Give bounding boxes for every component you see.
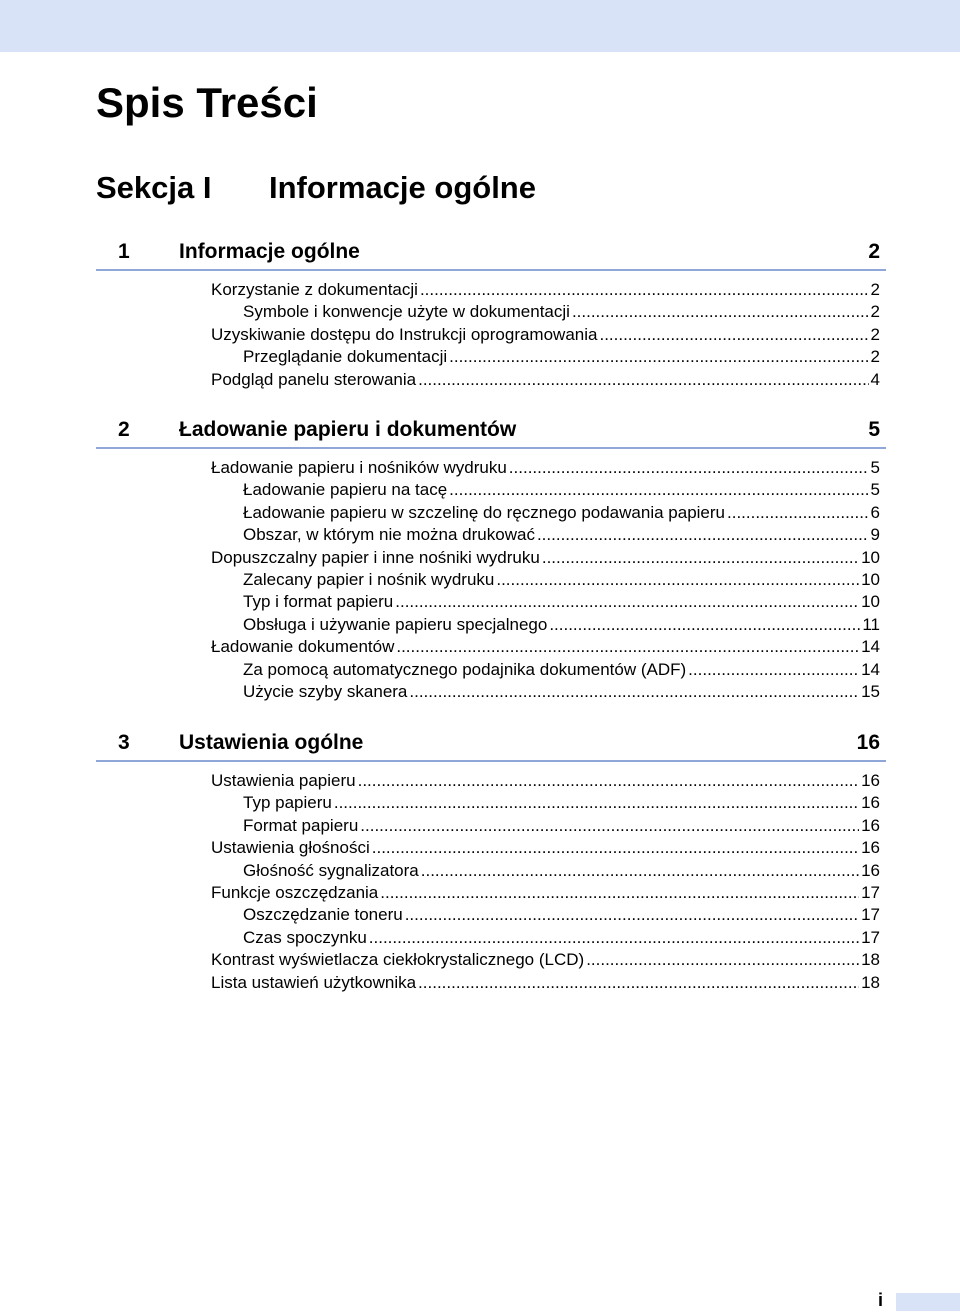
toc-entry-text: Korzystanie z dokumentacji (211, 280, 418, 299)
chapter-page: 5 (868, 418, 880, 441)
section-title: Informacje ogólne (269, 170, 536, 205)
dot-leader (688, 659, 859, 681)
toc-entries (96, 279, 886, 391)
chapter-number: 3 (118, 731, 130, 754)
chapter-page: 2 (868, 240, 880, 263)
chapter-title: Ładowanie papieru i dokumentów (179, 418, 517, 441)
dot-leader (496, 569, 859, 591)
chapter-heading[interactable] (96, 413, 886, 449)
toc-entry-text: Obsługa i używanie papieru specjalnego (243, 614, 548, 634)
toc-entry-text: Format papieru (243, 815, 359, 835)
toc-entry-page: 14 (861, 637, 880, 657)
toc-entry-page: 5 (870, 480, 880, 500)
toc-entry-text: Kontrast wyświetlacza ciekłokrystalicznego (LCD) (211, 950, 585, 970)
dot-leader (599, 324, 868, 346)
toc-entry-text: Ładowanie dokumentów (211, 637, 395, 657)
toc-entry-page: 4 (870, 369, 880, 389)
toc-entry[interactable] (211, 279, 880, 301)
toc-entry[interactable] (243, 614, 880, 636)
toc-entry-text: Symbole i konwencje użyte w dokumentacji (243, 302, 570, 322)
toc-entry[interactable] (243, 591, 880, 613)
dot-leader (727, 502, 869, 524)
toc-entry[interactable] (243, 815, 880, 837)
toc-entry[interactable] (211, 369, 880, 391)
page-number: i (878, 1290, 884, 1310)
toc-entry-page: 18 (861, 950, 880, 970)
toc-entry-page: 17 (861, 905, 880, 925)
chapter-page: 16 (856, 731, 880, 754)
toc-entry-text: Zalecany papier i nośnik wydruku (243, 569, 495, 589)
toc-entry-page: 14 (861, 659, 880, 679)
toc-entry-page: 2 (870, 347, 880, 367)
toc-entry-page: 2 (870, 324, 880, 344)
dot-leader (421, 860, 859, 882)
chapter-number: 2 (118, 418, 130, 441)
dot-leader (572, 301, 869, 323)
toc-entry-text: Użycie szyby skanera (243, 681, 408, 701)
toc-entry-text: Za pomocą automatycznego podajnika dokumentów (ADF) (243, 659, 687, 679)
toc-entry-page: 17 (861, 927, 880, 947)
toc-entry[interactable] (243, 346, 880, 368)
toc-entry-text: Głośność sygnalizatora (243, 860, 419, 880)
toc-entry-page: 10 (861, 592, 880, 612)
toc-entry-page: 6 (870, 502, 880, 522)
page-title: Spis Treści (96, 79, 318, 126)
toc-entry-text: Ustawienia głośności (211, 838, 370, 858)
toc-entry-page: 16 (861, 793, 880, 813)
toc-entry-text: Dopuszczalny papier i inne nośniki wydruku (211, 547, 540, 567)
chapter-heading[interactable] (96, 235, 886, 271)
toc-entry[interactable] (243, 301, 880, 323)
toc-entry-text: Ładowanie papieru i nośników wydruku (211, 458, 507, 477)
dot-leader (409, 681, 859, 703)
toc-entry-text: Typ i format papieru (243, 592, 394, 612)
toc-entries (96, 770, 886, 994)
chapter-heading[interactable] (96, 726, 886, 762)
toc-entry[interactable] (211, 547, 880, 569)
dot-leader (369, 927, 859, 949)
toc-entry-page: 2 (870, 302, 880, 322)
section-label: Sekcja I (96, 170, 212, 205)
toc-entry-text: Podgląd panelu sterowania (211, 369, 417, 389)
toc-entry-page: 5 (870, 458, 880, 477)
toc-entry-text: Ładowanie papieru na tacę (243, 480, 448, 500)
toc-entry-text: Przeglądanie dokumentacji (243, 347, 448, 367)
toc-entry-text: Ustawienia papieru (211, 771, 356, 790)
toc-entry-page: 16 (861, 838, 880, 858)
toc-entry-page: 9 (870, 525, 880, 545)
toc-entry-text: Typ papieru (243, 793, 332, 813)
dot-leader (405, 904, 859, 926)
toc-entry[interactable] (211, 457, 880, 479)
toc-entry[interactable] (211, 972, 880, 994)
toc-entry[interactable] (243, 904, 880, 926)
toc-chapter-1 (96, 235, 886, 391)
toc-entry[interactable] (211, 837, 880, 859)
toc-chapter-3 (96, 726, 886, 994)
dot-leader (334, 792, 859, 814)
dot-leader (380, 882, 859, 904)
dot-leader (509, 457, 869, 479)
footer-band (896, 1293, 960, 1311)
toc-entry-text: Ładowanie papieru w szczelinę do ręcznego podawania papieru (243, 502, 725, 522)
header-band (0, 0, 960, 52)
dot-leader (396, 636, 859, 658)
toc-entry[interactable] (211, 882, 880, 904)
toc-entry-page: 16 (861, 771, 880, 790)
toc-entry[interactable] (243, 479, 880, 501)
dot-leader (542, 547, 859, 569)
toc-entry-text: Oszczędzanie toneru (243, 905, 403, 925)
dot-leader (418, 972, 859, 994)
toc-entry-page: 18 (861, 972, 880, 992)
dot-leader (549, 614, 860, 636)
toc-entry[interactable] (211, 949, 880, 971)
toc-entry-page: 11 (862, 614, 880, 634)
toc-entry[interactable] (243, 927, 880, 949)
dot-leader (418, 369, 868, 391)
toc-entry-text: Lista ustawień użytkownika (211, 972, 417, 992)
dot-leader (449, 479, 868, 501)
dot-leader (449, 346, 868, 368)
toc-entry-page: 10 (861, 547, 880, 567)
toc-chapter-2 (96, 413, 886, 703)
toc-entry[interactable] (243, 860, 880, 882)
toc-entry-text: Funkcje oszczędzania (211, 882, 379, 902)
toc-entry[interactable] (243, 524, 880, 546)
toc-entry-page: 2 (870, 280, 880, 299)
dot-leader (372, 837, 859, 859)
toc-entries (96, 457, 886, 703)
toc-entry-text: Uzyskiwanie dostępu do Instrukcji oprogramowania (211, 324, 598, 344)
chapter-number: 1 (118, 240, 130, 263)
toc-entry[interactable] (243, 569, 880, 591)
toc-entry-page: 10 (861, 569, 880, 589)
toc-entry[interactable] (211, 636, 880, 658)
toc-entry[interactable] (243, 659, 880, 681)
toc-entry-page: 16 (861, 815, 880, 835)
toc-entry-text: Obszar, w którym nie można drukować (243, 525, 535, 545)
dot-leader (586, 949, 859, 971)
dot-leader (360, 815, 859, 837)
dot-leader (395, 591, 859, 613)
toc-entry[interactable] (243, 502, 880, 524)
section-header (96, 168, 536, 208)
dot-leader (420, 279, 869, 301)
toc-entry[interactable] (211, 770, 880, 792)
toc-entry-text: Czas spoczynku (243, 927, 367, 947)
toc-entry[interactable] (243, 681, 880, 703)
chapter-title: Ustawienia ogólne (179, 731, 364, 754)
dot-leader (358, 770, 859, 792)
toc-entry[interactable] (243, 792, 880, 814)
toc-entry-page: 17 (861, 882, 880, 902)
dot-leader (537, 524, 869, 546)
toc-entry-page: 16 (861, 860, 880, 880)
toc-entry-page: 15 (861, 681, 880, 701)
toc-entry[interactable] (211, 324, 880, 346)
chapter-title: Informacje ogólne (179, 240, 360, 263)
